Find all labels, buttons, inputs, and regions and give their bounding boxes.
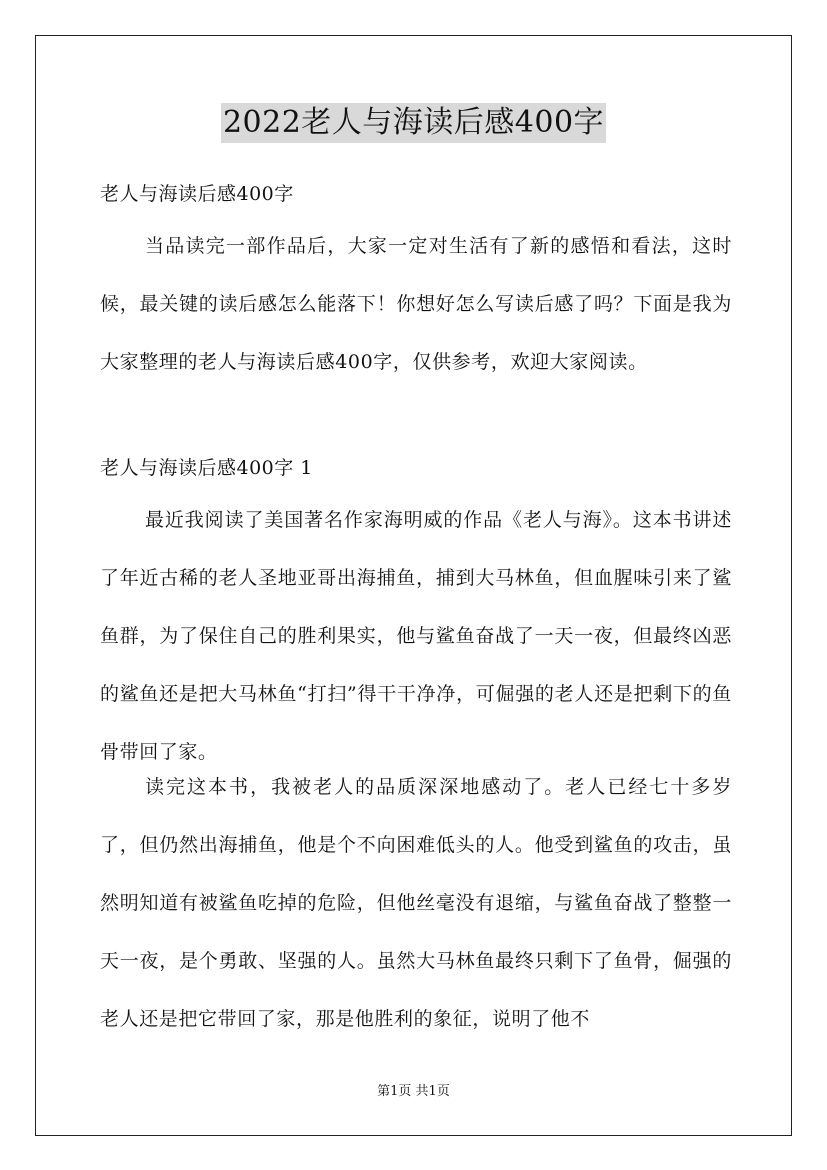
subheading-section-1: 老人与海读后感400字 1 <box>100 457 313 479</box>
subheading-intro: 老人与海读后感400字 <box>100 183 294 205</box>
document-title-text: 2022老人与海读后感400字 <box>221 103 606 143</box>
document-title <box>0 103 827 143</box>
page-number-label: 第1页 共1页 <box>377 1084 450 1099</box>
body-paragraph-2: 读完这本书，我被老人的品质深深地感动了。老人已经七十多岁了，但仍然出海捕鱼，他是个不向困难低头的人。他受到鲨鱼的攻击，虽然明知道有被鲨鱼吃掉的危险，但他丝毫没有退缩，与鲨鱼奋战了整整一天一夜，是个勇敢、坚强的人。虽然大马林鱼最终只剩下了鱼骨，倔强的老人还是把它带回了家，那是他胜利的象征，说明了他不 <box>100 776 732 1030</box>
intro-paragraph: 当品读完一部作品后，大家一定对生活有了新的感悟和看法，这时候，最关键的读后感怎么能落下！你想好怎么写读后感了吗？下面是我为大家整理的老人与海读后感400字，仅供参考，欢迎大家阅读。 <box>100 235 732 373</box>
page-footer <box>0 1083 827 1101</box>
body-paragraph-1: 最近我阅读了美国著名作家海明威的作品《老人与海》。这本书讲述了年近古稀的老人圣地亚哥出海捕鱼，捕到大马林鱼，但血腥味引来了鲨鱼群，为了保住自己的胜利果实，他与鲨鱼奋战了一天一夜，但最终凶恶的鲨鱼还是把大马林鱼“打扫”得干干净净，可倔强的老人还是把剩下的鱼骨带回了家。 <box>100 509 732 763</box>
